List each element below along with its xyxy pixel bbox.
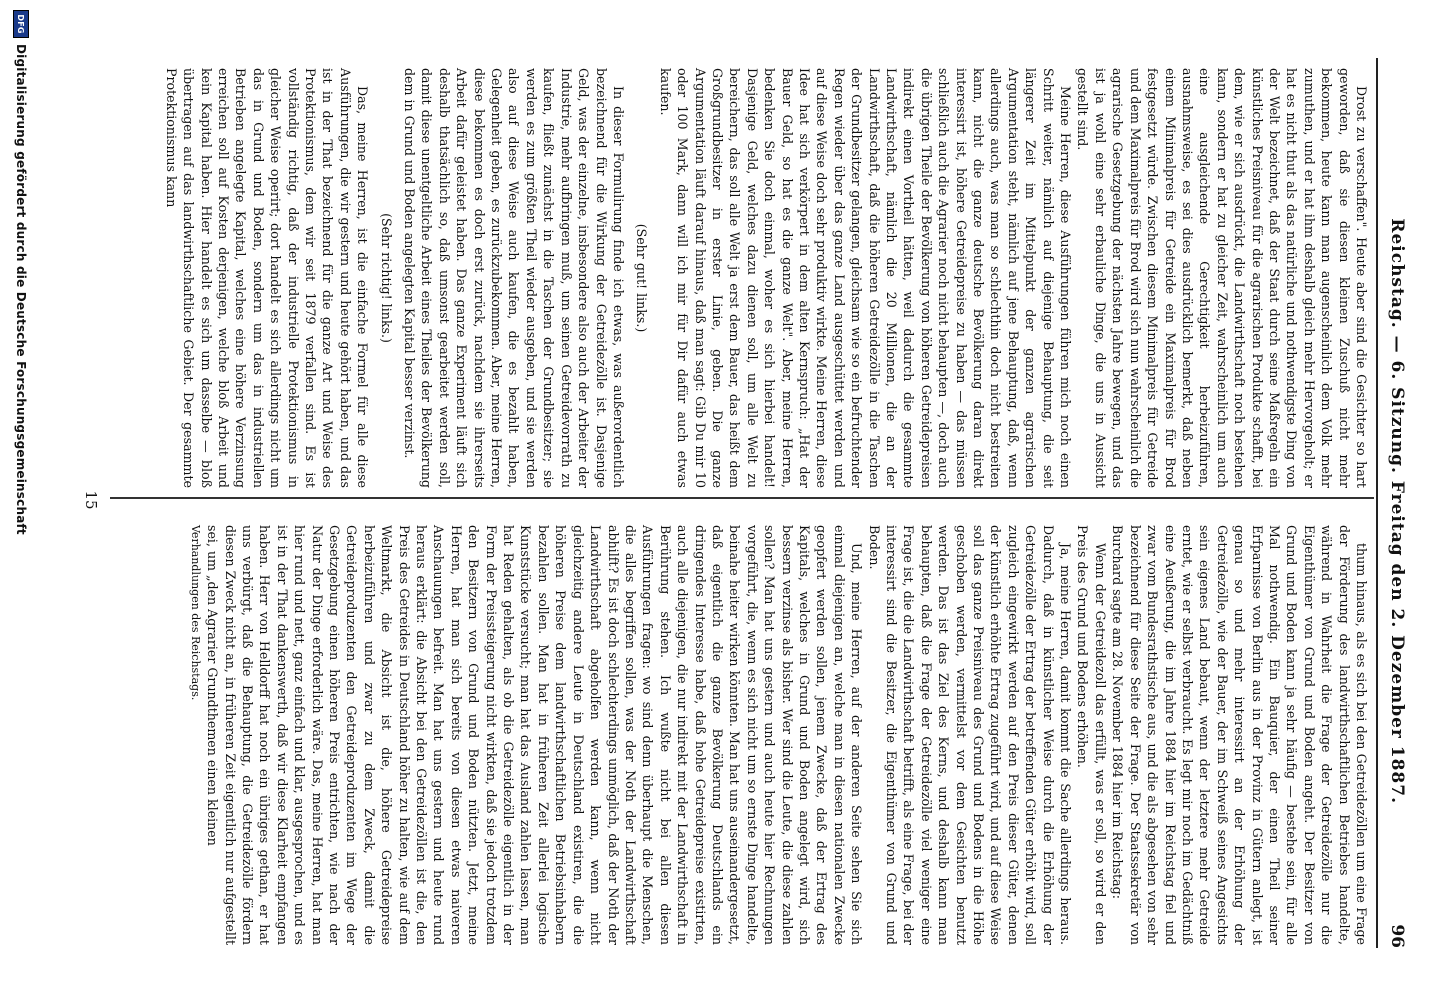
- right_column-paragraph-0: thum hinaus, als es sich bei den Getreidezöllen um eine Frage der Förderung des landwirthschaftlichen Betriebes handelte, während in Wahrheit die Frage der Getreidezölle nur die Eigenthümer von Grund und Boden angeht. Der Besitzer von Grund und Boden kann ja sehr häufig — bestehe sein, für alle Mal nothwendig. Ein Bauquier, der einen Theil seiner Erfparnisse von Berlin aus in der Provinz in Gütern anlegt, ist genau so und mehr interessirt an der Erhöhung der Getreidezölle, wie der Bauer, der im Schweiß seines Angesichts sein eigenes Land bebaut, wenn der letztere mehr Getreide erntet, wie er selbst verbraucht. Es legt mir noch im Gedächtniß eine Aeußerung, die im Jahre 1884 hier im Reichstag fiel und zwar vom Bundesrathstische aus, und die als abgesehen von sehr bezeichnend für diese Seite der Frage. Der Staatssekretär von Burchard sagte am 28. November 1884 hier im Reichstag:: [1110, 525, 1369, 945]
- left_column-paragraph-4: (Sehr richtig! links.): [378, 213, 394, 343]
- right_column-paragraph-2: Ja, meine Herren, damit kommt die Sache allerdings heraus. Dadurch, daß in künstlicher Weise durch die Erhöhung der Getreidezölle der Ertrag der betreffenden Güter erhöht wird, soll zugleich eingewirkt werden auf den Preis dieser Güter, denen der künstlich erhöhte Ertrag zugeführt wird, und auf diese Weise soll das ganze Preisniveau des Grund und Bodens in die Höhe geschoben werden, vermittelst vor dem Gesichten benutzt werden. Das ist das Ziel des Kerns, und deshalb kann man behaupten, daß die Frage der Getreidezölle viel weniger eine Frage ist, die die Landwirthschaft betrifft, als eine Frage, bei der interessirt sind die Besitzer, die Eigenthümer von Grund und Boden.: [866, 525, 1074, 945]
- header-rule: [1376, 58, 1378, 948]
- left_column-paragraph-3: In dieser Formulirung finde ich etwas, was außerordentlich bezeichnend für die Wirkung der Getreidezölle ist. Dasjenige Geld, was der einzelne, insbesondere also auch der Arbeiter der Industrie, mehr aufbringen muß, um seinen Getreidevorrath zu kaufen, fließt zunächst in die Taschen der Grundbesitzer; sie werden es zum größten Theil wieder ausgeben, und sie werden also auf diese Weise auch kaufen, die es bezahlt haben, Gelegenheit geben, es zurückzubekommen. Aber, meine Herren, diese bekommen es doch erst zurück, nachdem sie ihrerseits Arbeit dafür geleistet haben. Das ganze Experiment läuft sich deshalb thatsächlich so, daß umsonst gearbeitet werden soll, damit diese unentgeltliche Arbeit eines Theiles der Bevölkerung dem in Grund und Boden angelegten Kapital besser verzinst.: [402, 68, 626, 488]
- page-footer-number: 15: [82, 490, 100, 510]
- left_column-paragraph-5: Das, meine Herren, ist die einfache Formel für alle diese Ausführungen, die wir gestern und heute gehört haben, und das ist in der That bezeichnend für die ganze Art und Weise des Protektionismus, dem wir seit 1879 verfallen sind. Es ist vollständig richtig, daß der industrielle Protektionismus in gleicher Weise operirt; dort handelt es sich allerdings nicht um das in Grund und Boden, sondern um das in industriellen Betrieben angelegte Kapital, welches eine höhere Verzinsung erreichen soll auf Kosten derjenigen, welche bloß Arbeit und kein Kapital haben. Hier handelt es sich um dasselbe — bloß übertragen auf das landwirthschaftliche Gebiet. Der gesammte Protektionismus kann: [163, 68, 371, 488]
- header-title: Reichstag. — 6. Sitzung. Freitag den 2. Dezember 1887.: [1387, 218, 1407, 805]
- left-text-column: [162, 68, 1370, 488]
- right_column-paragraph-3: Und, meine Herren, auf der anderen Seite sehen Sie sich einmal diejenigen an, welche man in diesen nationalen Zwecke geopfert werden sollen, jenem Zwecke, daß der Ertrag des Kapitals, welches in Grund und Boden angelegt wird, sich bessern verzinse als bisher. Wer sind die Leute, die diese zahlen sollen? Man hat uns gestern und auch heute hier Rechnungen vorgeführt, die, wenn es sich nicht um so ernste Dinge handelte, beinahe heiter wirken könnten. Man hat uns auseinandergesetzt, daß eigentlich die ganze Bevölkerung Deutschlands ein dringendes Interesse habe, daß hohe Getreidepreise existirten, auch alle diejenigen, die nur indirekt mit der Landwirthschaft in Berührung stehen. Ich wußte nicht bei allen diesen Ausführungen fragen: wo sind denn überhaupt die Menschen, die alles begriffen sollen, was der Noth der Landwirthschaft abhilft? Es ist doch schlechterdings unmöglich, daß der Noth der Landwirthschaft abgeholfen werden kann, wenn nicht gleichzeitig andere Leute in Deutschland existiren, die die höheren Preise dem landwirthschaftlichen Betriebsinhabern bezahlen sollen. Man hat in früheren Zeit allerlei logische Kunststücke versucht; man hat das Ausland zahlen lassen, man hat Reden gehalten, als ob die Getreidezölle eigentlich in der Form der Preissteigerung nicht wirkten, daß sie jedoch trotzdem den Besitzern von Grund und Boden nützten. Jetzt, meine Herren, hat man sich bereits von diesen etwas naiveren Anschauungen befreit. Man hat uns gestern und heute rund heraus erklärt: die Absicht bei den Getreidezöllen ist die, den Preis des Getreides in Deutschland höher zu halten, wie auf dem Weltmarkt, die Absicht ist die, höhere Getreidepreise herbeizuführen und zwar zu dem Zweck, damit die Getreideproduzenten den Getreideproduzenten im Wege der Gesetzgebung einen höheren Preis entrichten, wie nach der Natur der Dinge erforderlich wäre. Das, meine Herren, hat man hier rund und nett, ganz einfach und klar, ausgesprochen, und es ist in der That dankenswerth, daß wir diese Klarheit empfangen haben. Herr von Helldorff hat noch ein übriges gethan, er hat uns verbürgt, daß die Behauptung, die Getreidezölle fördern diesen Zweck nicht an, in früheren Zeit eigentlich nur aufgestellt sei, um „den Agrarier Grundthemen einen kleinen: [205, 525, 865, 945]
- column-divider: [110, 497, 1374, 499]
- right-text-column: [186, 525, 1370, 945]
- digitization-credit: [10, 0, 32, 1000]
- left_column-paragraph-0: Drost zu verschaffen". Heute aber sind die Gesichter so hart geworden, daß sie diesen kleinen Zuschuß nicht mehr bekommen, heute kann man augenscheinlich dem Volk mehr zumuthen, und er hat ihm deshalb gleich mehr Hervorgeholt; er hat es nicht thut als das natürliche und nothwendigste Ding von der Welt bezeichnet, daß der Staat durch seine Maßregeln ein künstliches Preisniveau für die agrarischen Produkte schafft, bei dem, wie er sich ausdrückt, die Landwirthschaft noch bestehen kann, sondern er hat zu gleicher Zeit, wahrscheinlich um auch eine ausgleichende Gerechtigkeit herbeizuführen, ausnahmsweise, es sei dies ausdrücklich bemerkt, daß neben einem Minimalpreis für Getreide ein Maximalpreis für Brod festgesetzt würde. Zwischen diesem Minimalpreis für Getreide und dem Maximalpreis für Brod wird sich nun wahrscheinlich die agrarische Gesetzgebung der nächsten Jahre bewegen, und das ist ja wohl eine sehr erbauliche Dinge, die uns in Aussicht gestellt sind.: [1075, 68, 1369, 488]
- left_column-paragraph-2: (Sehr gut! links.): [634, 223, 650, 333]
- header-page-number: 96: [1387, 924, 1407, 948]
- page-header: [1380, 58, 1414, 948]
- credit-text: Digitalisierung gefördert durch die Deutsche Forschungsgemeinschaft: [14, 44, 28, 535]
- left_column-paragraph-1: Meine Herren, diese Ausführungen führen mich noch einen Schritt weiter, nämlich auf diejenige Behauptung, die seit längerer Zeit im Mittelpunkt der ganzen agrarischen Argumentation steht, nämlich auf jene Behauptung, daß, wenn allerdings auch, was man so schlechthin doch nicht bestreiten kann, nicht die ganze deutsche Bevölkerung daran direkt interessirt ist, höhere Getreidepreise zu haben — das müssen schließlich auch die Agrarier noch nicht behaupten —, doch auch die übrigen Theile der Bevölkerung von höheren Getreidepreisen indirekt einen Vortheil hätten, weil dadurch die gesammte Landwirthschaft, nämlich die 20 Millionen, die an der Landwirthschaft, daß die höheren Getreidezölle in die Taschen der Grundbesitzer gelangen, gleichsam wie so ein befruchtender Regen wieder über das ganze Land ausgeschüttet werden und auf diese Weise doch sehr produktiv wirkte. Meine Herren, diese Idee hat sich verkörpert in dem alten Kernspruch: „Hat der Bauer Geld, so hat es die ganze Welt". Aber, meine Herren, bedenken Sie doch einmal, woher es sich hierbei handelt! Dasjenige Geld, welches dazu dienen soll, um alle Welt zu bereichern, das soll alle Welt ja erst dem Bauer, das heißt dem Großgrundbesitzer in erster Linie, geben. Die ganze Argumentation läuft darauf hinaus, daß man sagt: Gib Du mir 10 oder 100 Mark, dann will ich mir für Dir dafür auch etwas kaufen.: [657, 68, 1074, 488]
- right_column-paragraph-1: Wenn der Getreidezoll das erfüllt, was er soll, so wird er den Preis des Grund und Bodens erhöhen.: [1075, 525, 1108, 945]
- dfg-logo-icon: DFG: [13, 10, 29, 38]
- right_column-paragraph-4: Verhandlungen des Reichstags.: [188, 525, 202, 701]
